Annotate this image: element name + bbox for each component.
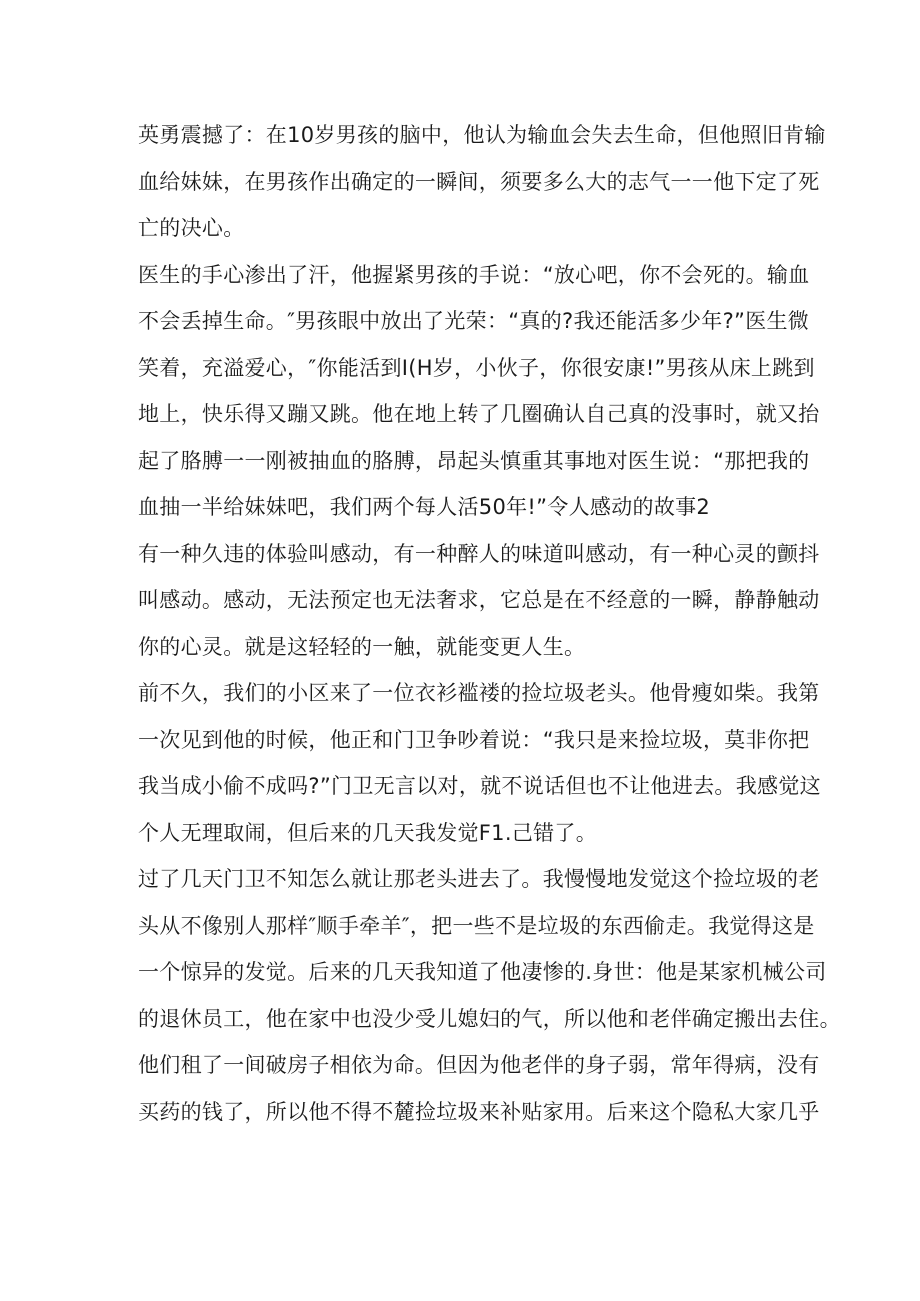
- text-line: 买药的钱了，所以他不得不麓捡垃圾来补贴家用。后来这个隐私大家几乎: [138, 1099, 820, 1124]
- text-line: 笑着，充溢爱心，″你能活到I(H岁，小伙子，你很安康!”男孩从床上跳到: [138, 355, 815, 380]
- text-line: 血抽一半给妹妹吧，我们两个每人活50年!”令人感动的故事2: [138, 495, 711, 519]
- text-line: 一次见到他的时候，他正和门卫争吵着说：“我只是来捡垃圾，莫非你把: [138, 727, 810, 752]
- text-line: 一个惊异的发觉。后来的几天我知道了他凄惨的.身世：他是某家机械公司: [138, 960, 827, 984]
- text-line: 个人无理取闹，但后来的几天我发觉F1.己错了。: [138, 820, 598, 845]
- text-line: 亡的决心。: [138, 216, 245, 240]
- text-line: 不会丢掉生命。″男孩眼中放出了光荣：“真的?我还能活多少年?”医生微: [138, 309, 810, 333]
- text-line: 血给妹妹，在男孩作出确定的一瞬间，须要多么大的志气一一他下定了死: [138, 169, 820, 194]
- text-line: 起了胳膊一一刚被抽血的胳膊，昂起头慎重其事地对医生说：“那把我的: [138, 448, 810, 473]
- text-line: 医生的手心渗出了汗，他握紧男孩的手说：“放心吧，你不会死的。输血: [138, 262, 810, 287]
- text-line: 你的心灵。就是这轻轻的一触，就能变更人生。: [138, 634, 586, 659]
- text-line: 叫感动。感动，无法预定也无法奢求，它总是在不经意的一瞬，静静触动: [138, 588, 820, 612]
- text-line: 地上，快乐得又蹦又跳。他在地上转了几圈确认自己真的没事时，就又抬: [138, 402, 820, 426]
- text-line: 英勇震撼了：在10岁男孩的脑中，他认为输血会失去生命，但他照旧肯输: [138, 123, 826, 147]
- text-line: 前不久，我们的小区来了一位衣衫褴褛的捡垃圾老头。他骨瘦如柴。我第: [138, 681, 820, 705]
- text-line: 的退休员工，他在家中也没少受儿媳妇的气，所以他和老伴确定搬出去住。: [138, 1006, 841, 1031]
- text-line: 有一种久违的体验叫感动，有一种醉人的味道叫感动，有一种心灵的颤抖: [138, 541, 820, 566]
- text-line: 过了几天门卫不知怎么就让那老头进去了。我慢慢地发觉这个捡垃圾的老: [138, 867, 820, 891]
- body-text: [138, 112, 841, 1135]
- text-line: 我当成小偷不成吗?”门卫无言以对，就不说话但也不让他进去。我感觉这: [138, 774, 821, 798]
- text-line: 头从不像别人那样″顺手牵羊″，把一些不是垃圾的东西偷走。我觉得这是: [138, 913, 815, 938]
- text-line: 他们租了一间破房子相依为命。但因为他老伴的身子弱，常年得病，没有: [138, 1053, 820, 1077]
